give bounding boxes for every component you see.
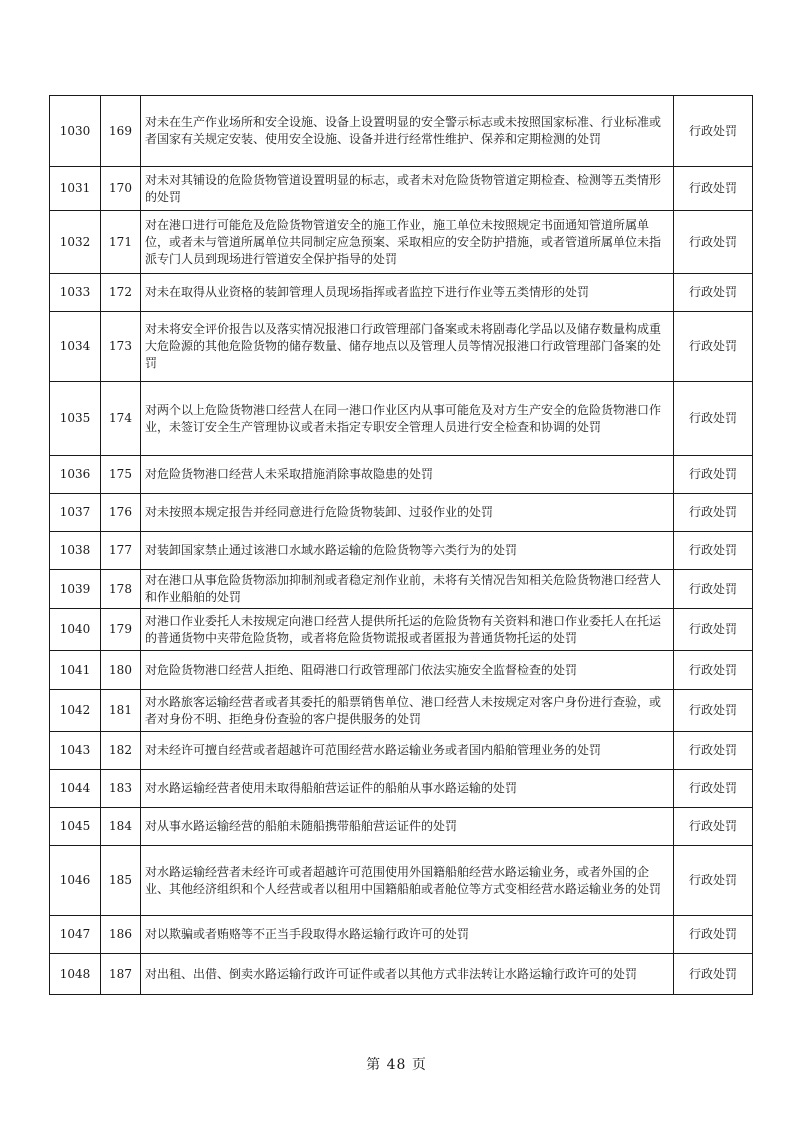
- category-cell: 行政处罚: [674, 167, 753, 211]
- item-number-cell: 177: [101, 532, 141, 570]
- row-number-cell: 1046: [50, 846, 101, 916]
- table-row: [50, 96, 753, 167]
- row-number-cell: 1044: [50, 770, 101, 808]
- category-cell: 行政处罚: [674, 312, 753, 382]
- description-cell: 对以欺骗或者贿赂等不正当手段取得水路运输行政许可的处罚: [141, 916, 674, 954]
- category-cell: 行政处罚: [674, 382, 753, 456]
- category-cell: 行政处罚: [674, 916, 753, 954]
- category-cell: 行政处罚: [674, 954, 753, 995]
- penalty-table-body: [50, 96, 753, 995]
- row-number-cell: 1048: [50, 954, 101, 995]
- category-cell: 行政处罚: [674, 570, 753, 609]
- item-number-cell: 187: [101, 954, 141, 995]
- item-number-cell: 178: [101, 570, 141, 609]
- row-number-cell: 1037: [50, 494, 101, 532]
- row-number-cell: 1040: [50, 609, 101, 651]
- category-cell: 行政处罚: [674, 732, 753, 770]
- item-number-cell: 176: [101, 494, 141, 532]
- category-cell: 行政处罚: [674, 456, 753, 494]
- item-number-cell: 186: [101, 916, 141, 954]
- row-number-cell: 1047: [50, 916, 101, 954]
- item-number-cell: 175: [101, 456, 141, 494]
- row-number-cell: 1031: [50, 167, 101, 211]
- description-cell: 对两个以上危险货物港口经营人在同一港口作业区内从事可能危及对方生产安全的危险货物港口作业，未签订安全生产管理协议或者未指定专职安全管理人员进行安全检查和协调的处罚: [141, 382, 674, 456]
- table-row: [50, 456, 753, 494]
- description-cell: 对水路旅客运输经营者或者其委托的船票销售单位、港口经营人未按规定对客户身份进行查验，或者对身份不明、拒绝身份查验的客户提供服务的处罚: [141, 690, 674, 732]
- table-row: [50, 651, 753, 690]
- table-row: [50, 846, 753, 916]
- description-cell: 对水路运输经营者未经许可或者超越许可范围使用外国籍船舶经营水路运输业务，或者外国的企业、其他经济组织和个人经营或者以租用中国籍船舶或者舱位等方式变相经营水路运输业务的处罚: [141, 846, 674, 916]
- description-cell: 对装卸国家禁止通过该港口水域水路运输的危险货物等六类行为的处罚: [141, 532, 674, 570]
- table-row: [50, 532, 753, 570]
- item-number-cell: 169: [101, 96, 141, 167]
- description-cell: 对危险货物港口经营人拒绝、阻碍港口行政管理部门依法实施安全监督检查的处罚: [141, 651, 674, 690]
- table-row: [50, 494, 753, 532]
- category-cell: 行政处罚: [674, 274, 753, 312]
- row-number-cell: 1042: [50, 690, 101, 732]
- item-number-cell: 184: [101, 808, 141, 846]
- category-cell: 行政处罚: [674, 494, 753, 532]
- item-number-cell: 181: [101, 690, 141, 732]
- table-row: [50, 690, 753, 732]
- category-cell: 行政处罚: [674, 808, 753, 846]
- table-row: [50, 274, 753, 312]
- table-row: [50, 954, 753, 995]
- row-number-cell: 1043: [50, 732, 101, 770]
- description-cell: 对在港口从事危险货物添加抑制剂或者稳定剂作业前，未将有关情况告知相关危险货物港口经营人和作业船舶的处罚: [141, 570, 674, 609]
- item-number-cell: 170: [101, 167, 141, 211]
- description-cell: 对未经许可擅自经营或者超越许可范围经营水路运输业务或者国内船舶管理业务的处罚: [141, 732, 674, 770]
- row-number-cell: 1045: [50, 808, 101, 846]
- penalty-table: [49, 95, 753, 995]
- description-cell: 对未将安全评价报告以及落实情况报港口行政管理部门备案或未将剧毒化学品以及储存数量构成重大危险源的其他危险货物的储存数量、储存地点以及管理人员等情况报港口行政管理部门备案的处罚: [141, 312, 674, 382]
- category-cell: 行政处罚: [674, 609, 753, 651]
- row-number-cell: 1030: [50, 96, 101, 167]
- table-row: [50, 312, 753, 382]
- table-row: [50, 211, 753, 274]
- category-cell: 行政处罚: [674, 770, 753, 808]
- row-number-cell: 1041: [50, 651, 101, 690]
- item-number-cell: 182: [101, 732, 141, 770]
- description-cell: 对未对其铺设的危险货物管道设置明显的标志，或者未对危险货物管道定期检查、检测等五类情形的处罚: [141, 167, 674, 211]
- row-number-cell: 1034: [50, 312, 101, 382]
- description-cell: 对未在取得从业资格的装卸管理人员现场指挥或者监控下进行作业等五类情形的处罚: [141, 274, 674, 312]
- category-cell: 行政处罚: [674, 846, 753, 916]
- page-number: 第 48 页: [366, 1057, 427, 1073]
- row-number-cell: 1038: [50, 532, 101, 570]
- item-number-cell: 174: [101, 382, 141, 456]
- table-row: [50, 732, 753, 770]
- table-row: [50, 916, 753, 954]
- item-number-cell: 180: [101, 651, 141, 690]
- description-cell: 对港口作业委托人未按规定向港口经营人提供所托运的危险货物有关资料和港口作业委托人在托运的普通货物中夹带危险货物，或者将危险货物谎报或者匿报为普通货物托运的处罚: [141, 609, 674, 651]
- description-cell: 对未按照本规定报告并经同意进行危险货物装卸、过驳作业的处罚: [141, 494, 674, 532]
- row-number-cell: 1039: [50, 570, 101, 609]
- item-number-cell: 185: [101, 846, 141, 916]
- row-number-cell: 1035: [50, 382, 101, 456]
- row-number-cell: 1032: [50, 211, 101, 274]
- table-row: [50, 609, 753, 651]
- item-number-cell: 173: [101, 312, 141, 382]
- item-number-cell: 172: [101, 274, 141, 312]
- table-row: [50, 570, 753, 609]
- row-number-cell: 1036: [50, 456, 101, 494]
- description-cell: 对出租、出借、倒卖水路运输行政许可证件或者以其他方式非法转让水路运输行政许可的处罚: [141, 954, 674, 995]
- category-cell: 行政处罚: [674, 211, 753, 274]
- table-row: [50, 382, 753, 456]
- category-cell: 行政处罚: [674, 690, 753, 732]
- table-row: [50, 167, 753, 211]
- table-row: [50, 808, 753, 846]
- description-cell: 对从事水路运输经营的船舶未随船携带船舶营运证件的处罚: [141, 808, 674, 846]
- row-number-cell: 1033: [50, 274, 101, 312]
- description-cell: 对在港口进行可能危及危险货物管道安全的施工作业，施工单位未按照规定书面通知管道所属单位，或者未与管道所属单位共同制定应急预案、采取相应的安全防护措施，或者管道所属单位未指派专门人员到现场进行管道安全保护指导的处罚: [141, 211, 674, 274]
- item-number-cell: 171: [101, 211, 141, 274]
- item-number-cell: 183: [101, 770, 141, 808]
- description-cell: 对水路运输经营者使用未取得船舶营运证件的船舶从事水路运输的处罚: [141, 770, 674, 808]
- category-cell: 行政处罚: [674, 532, 753, 570]
- category-cell: 行政处罚: [674, 96, 753, 167]
- description-cell: 对危险货物港口经营人未采取措施消除事故隐患的处罚: [141, 456, 674, 494]
- table-row: [50, 770, 753, 808]
- description-cell: 对未在生产作业场所和安全设施、设备上设置明显的安全警示标志或未按照国家标准、行业标准或者国家有关规定安装、使用安全设施、设备并进行经常性维护、保养和定期检测的处罚: [141, 96, 674, 167]
- category-cell: 行政处罚: [674, 651, 753, 690]
- item-number-cell: 179: [101, 609, 141, 651]
